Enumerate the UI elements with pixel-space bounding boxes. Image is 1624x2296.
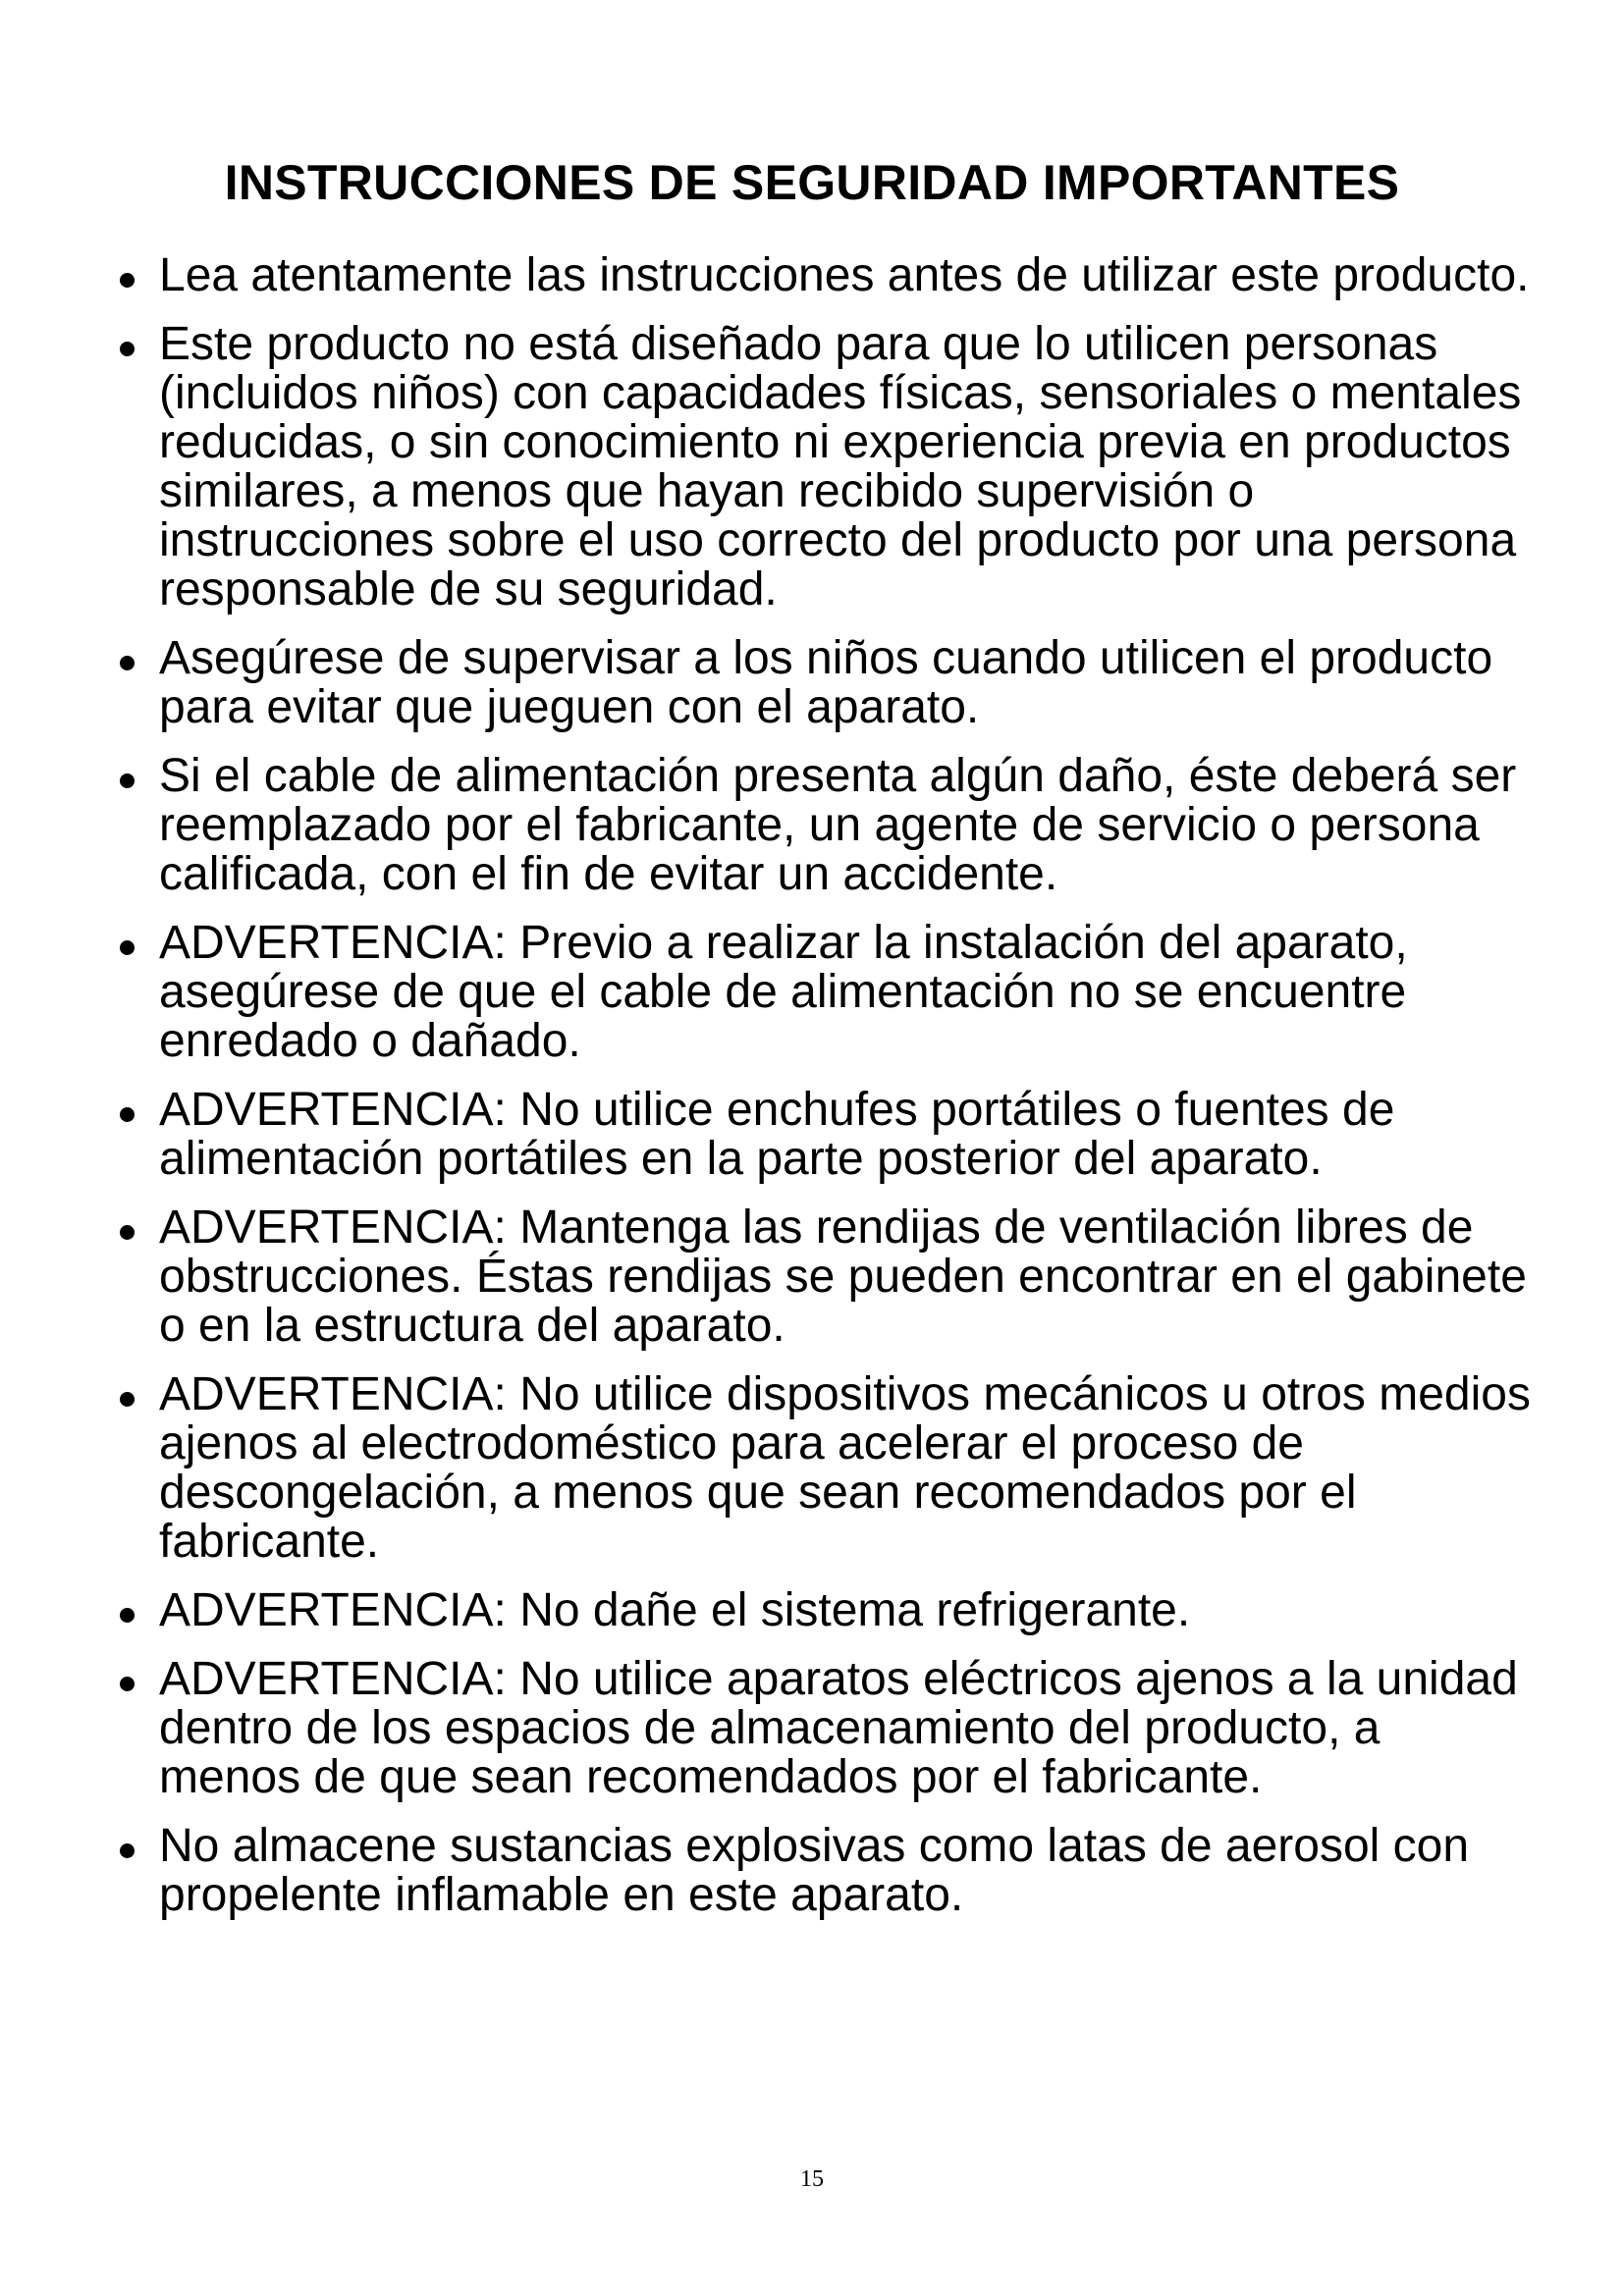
- list-item: [120, 919, 1534, 1066]
- list-item-text: Este producto no está diseñado para que lo utilicen personas (incluidos niños) con capacidades físicas, sensoriales o mentales reducidas, o sin conocimiento ni experiencia previa en productos similares, a menos que hayan recibido supervisión o instrucciones sobre el uso correcto del producto por una persona responsable de su seguridad.: [159, 318, 1522, 615]
- bullet-icon: [120, 774, 135, 788]
- bullet-icon: [120, 1677, 135, 1691]
- list-item-text: ADVERTENCIA: Mantenga las rendijas de ventilación libres de obstrucciones. Éstas rendijas se pueden encontrar en el gabinete o en la estructura del aparato.: [159, 1201, 1527, 1352]
- list-item: [120, 320, 1534, 614]
- bullet-icon: [120, 656, 135, 670]
- list-item: [120, 1370, 1534, 1567]
- list-item-text: ADVERTENCIA: Previo a realizar la instalación del aparato, asegúrese de que el cable de alimentación no se encuentre enredado o dañado.: [159, 917, 1408, 1067]
- list-item: [120, 634, 1534, 732]
- list-item-text: ADVERTENCIA: No utilice enchufes portátiles o fuentes de alimentación portátiles en la parte posterior del aparato.: [159, 1084, 1395, 1185]
- list-item: [120, 752, 1534, 899]
- list-item: [120, 1822, 1534, 1920]
- list-item: [120, 1586, 1534, 1635]
- page-title: INSTRUCCIONES DE SEGURIDAD IMPORTANTES: [224, 155, 1400, 210]
- list-item-text: No almacene sustancias explosivas como latas de aerosol con propelente inflamable en este aparato.: [159, 1820, 1470, 1921]
- bullet-icon: [120, 342, 135, 356]
- bullet-icon: [120, 940, 135, 955]
- bullet-icon: [120, 1608, 135, 1623]
- safety-instructions-list: [120, 251, 1534, 1940]
- list-item: [120, 1203, 1534, 1351]
- bullet-icon: [120, 1843, 135, 1858]
- list-item-text: ADVERTENCIA: No utilice dispositivos mecánicos u otros medios ajenos al electrodoméstico para acelerar el proceso de descongelación, a menos que sean recomendados por el fabricante.: [159, 1368, 1531, 1568]
- list-item: [120, 251, 1534, 300]
- list-item-text: ADVERTENCIA: No dañe el sistema refrigerante.: [159, 1584, 1191, 1636]
- bullet-icon: [120, 1225, 135, 1240]
- bullet-icon: [120, 1392, 135, 1407]
- bullet-icon: [120, 1107, 135, 1122]
- list-item-text: Si el cable de alimentación presenta algún daño, éste deberá ser reemplazado por el fabricante, un agente de servicio o persona calificada, con el fin de evitar un accidente.: [159, 750, 1517, 900]
- list-item-text: Lea atentamente las instrucciones antes de utilizar este producto.: [159, 249, 1530, 301]
- list-item-text: Asegúrese de supervisar a los niños cuando utilicen el producto para evitar que jueguen con el aparato.: [159, 632, 1493, 733]
- list-item: [120, 1655, 1534, 1802]
- page-number: 15: [800, 2166, 824, 2192]
- list-item: [120, 1086, 1534, 1184]
- list-item-text: ADVERTENCIA: No utilice aparatos eléctricos ajenos a la unidad dentro de los espacios de almacenamiento del producto, a menos de que sean recomendados por el fabricante.: [159, 1653, 1518, 1803]
- bullet-icon: [120, 273, 135, 288]
